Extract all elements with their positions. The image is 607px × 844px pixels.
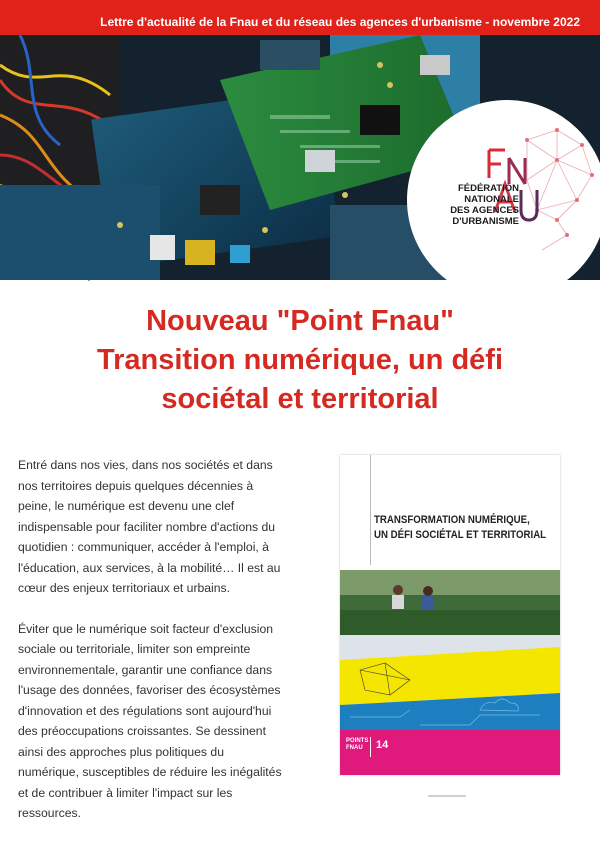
fnau-logo-text [429,183,519,227]
logo-line: DES AGENCES [450,205,519,216]
logo-line: D'URBANISME [452,216,519,227]
newsletter-title: Lettre d'actualité de la Fnau et du réseau des agences d'urbanisme - novembre 2022 [100,15,580,29]
hero-banner-image [0,35,600,280]
headline-line: Nouveau "Point Fnau" [146,305,454,337]
logo-line: NATIONALE [464,194,519,205]
publication-cover[interactable] [340,455,560,775]
article-paragraph: Éviter que le numérique soit facteur d'exclusion sociale ou territoriale, limiter son empreinte environnementale, garantir une confiance dans l'usage des données, favoriser des écosystèmes d'innovation et des régulations sont aujourd'hui des préoccupations croissantes. Se dessinent ainsi des approches plus politiques du numérique, susceptibles de réduire les inégalités et de contribuer à limiter l'impact sur les ressources. [18,621,282,820]
logo-line: FÉDÉRATION [457,183,519,194]
headline-line: sociétal et territorial [161,383,439,415]
headline-line: Transition numérique, un défi [96,344,504,376]
article-body [18,455,288,844]
publication-title-line: UN DÉFI SOCIÉTAL ET TERRITORIAL [374,529,547,541]
publication-series [346,738,368,752]
newsletter-header-bar [0,0,600,35]
publication-title-line: TRANSFORMATION NUMÉRIQUE, [374,514,530,526]
article-headline [0,302,600,419]
publication-number: 14 [376,739,389,751]
divider [428,795,466,797]
cover-artwork [340,455,560,775]
series-line: FNAU [346,745,363,751]
article-paragraph: Entré dans nos vies, dans nos sociétés et dans nos territoires depuis quelques décennies à peine, le numérique est devenu une clef indispensable pour faciliter nombre d'actions du quotidien : communiquer, accéder à l'emploi, à l'éducation, aux services, à la mobilité… Il est au cœur des enjeux territoriaux et urbains. [18,458,281,595]
fnau-logo [407,100,607,300]
series-line: POINTS [346,738,369,744]
